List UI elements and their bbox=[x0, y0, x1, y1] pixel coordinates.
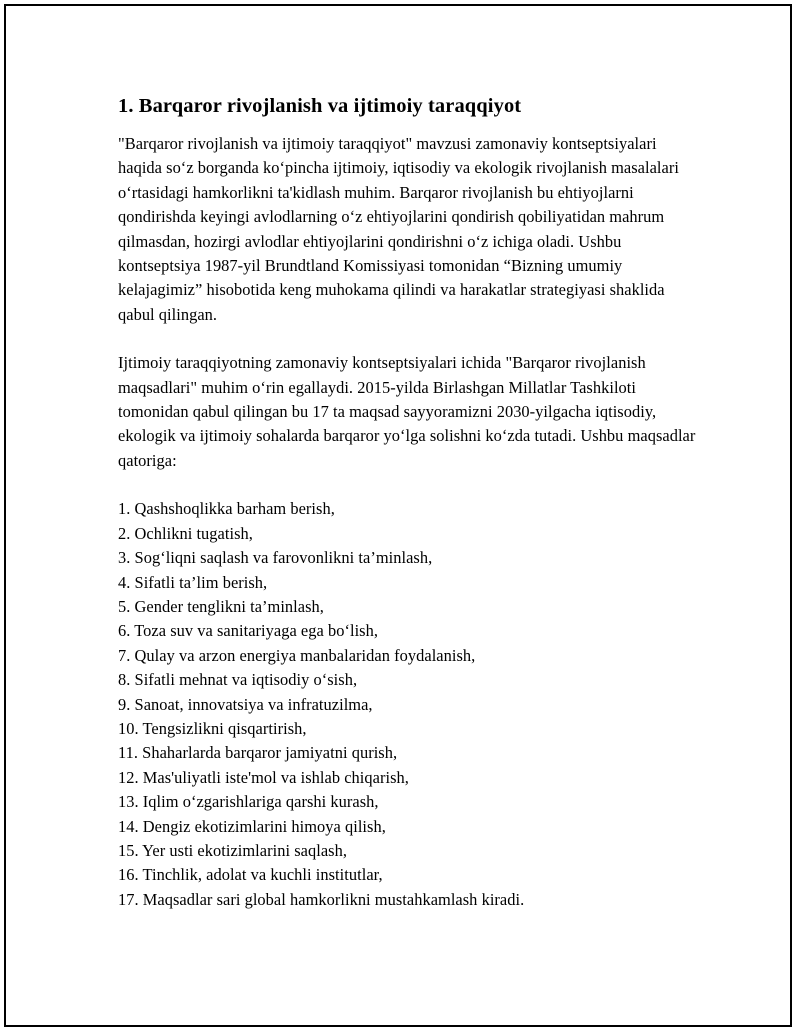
goal-item: 4. Sifatli ta’lim berish, bbox=[118, 572, 268, 592]
goal-item: 14. Dengiz ekotizimlarini himoya qilish, bbox=[118, 816, 386, 836]
goal-item: 2. Ochlikni tugatish, bbox=[118, 523, 253, 543]
goal-item: 13. Iqlim o‘zgarishlariga qarshi kurash, bbox=[118, 792, 379, 812]
goal-item: 9. Sanoat, innovatsiya va infratuzilma, bbox=[118, 694, 373, 714]
goal-item: 1. Qashshoqlikka barham berish, bbox=[118, 499, 335, 519]
goals-list bbox=[118, 497, 698, 912]
section-heading: 1. Barqaror rivojlanish va ijtimoiy taraqqiyot bbox=[118, 95, 522, 117]
goal-item: 17. Maqsadlar sari global hamkorlikni mustahkamlash kiradi. bbox=[118, 889, 525, 909]
goal-item: 16. Tinchlik, adolat va kuchli institutlar, bbox=[118, 865, 383, 885]
goal-item: 11. Shaharlarda barqaror jamiyatni qurish, bbox=[118, 743, 398, 763]
goal-item: 5. Gender tenglikni ta’minlash, bbox=[118, 596, 324, 616]
paragraph-sustainable-development: "Barqaror rivojlanish va ijtimoiy taraqqiyot" mavzusi zamonaviy kontseptsiyalari haqida so‘z borganda ko‘pincha ijtimoiy, iqtisodiy va ekologik rivojlanish masalalari o‘rtasidagi hamkorlikni ta'kidlash muhim. Barqaror rivojlanish bu ehtiyojlarni qondirishda keyingi avlodlarning o‘z ehtiyojlarini qondirish qobiliyatidan mahrum qilmasdan, hozirgi avlodlar ehtiyojlarini qondirishni o‘z ichiga oladi. Ushbu kontseptsiya 1987-yil Brundtland Komissiyasi tomonidan “Bizning umumiy kelajagimiz” hisobotida keng muhokama qilindi va harakatlar strategiyasi shaklida qabul qilingan. bbox=[118, 134, 679, 324]
goal-item: 7. Qulay va arzon energiya manbalaridan foydalanish, bbox=[118, 645, 476, 665]
goal-item: 15. Yer usti ekotizimlarini saqlash, bbox=[118, 840, 347, 860]
goal-item: 12. Mas'uliyatli iste'mol va ishlab chiqarish, bbox=[118, 767, 409, 787]
document-body bbox=[118, 92, 698, 912]
goal-item: 8. Sifatli mehnat va iqtisodiy o‘sish, bbox=[118, 670, 358, 690]
goal-item: 6. Toza suv va sanitariyaga ega bo‘lish, bbox=[118, 621, 378, 641]
goal-item: 3. Sog‘liqni saqlash va farovonlikni ta’minlash, bbox=[118, 548, 433, 568]
paragraph-sdg-intro: Ijtimoiy taraqqiyotning zamonaviy kontseptsiyalari ichida "Barqaror rivojlanish maqsadlari" muhim o‘rin egallaydi. 2015-yilda Birlashgan Millatlar Tashkiloti tomonidan qabul qilingan bu 17 ta maqsad sayyoramizni 2030-yilgacha iqtisodiy, ekologik va ijtimoiy sohalarda barqaror yo‘lga solishni ko‘zda tutadi. Ushbu maqsadlar qatoriga: bbox=[118, 353, 696, 470]
goal-item: 10. Tengsizlikni qisqartirish, bbox=[118, 718, 307, 738]
